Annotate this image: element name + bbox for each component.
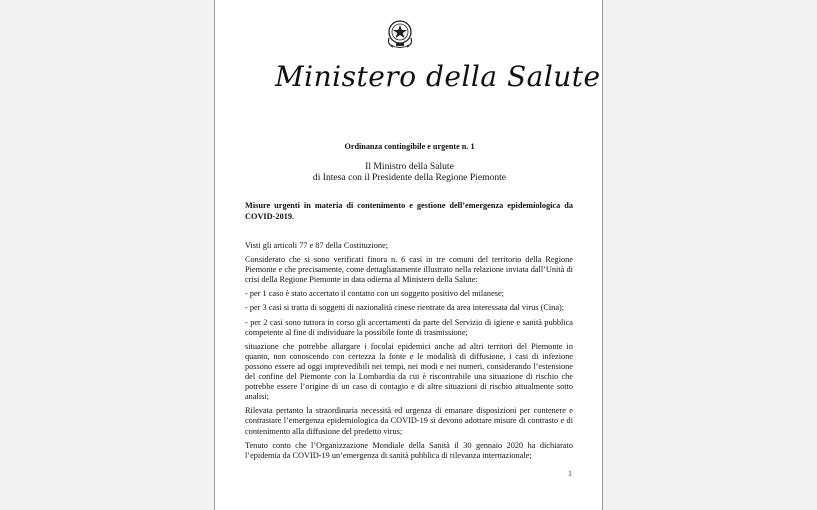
subject-heading: Misure urgenti in materia di contenimento e gestione dell’emergenza epidemiologica da COVID-2019.: [245, 201, 573, 221]
italian-republic-emblem-icon: [385, 18, 415, 50]
paragraph: - per 1 caso è stato accertato il contatto con un soggetto positivo del milanese;: [245, 289, 504, 299]
ordinanza-heading: Ordinanza contingibile e urgente n. 1: [344, 142, 475, 151]
document-page: [214, 0, 603, 510]
paragraph: situazione che potrebbe allargare i focolai epidemici anche ad altri territori del Piemonte in quanto, non conoscendo con certezza la fonte e le modalità di diffusione, i casi di infezione possono essere ad oggi imprevedibili nei tempi, nei modi e nei numeri, considerando l’estensione del confine del Piemonte con la Lombardia da cui è riscontrabile una situazione di rischio che potrebbe essere l’origine di un caso di contagio e di altre situazioni di rischio attualmente sotto analisi;: [245, 341, 573, 402]
page-number: 1: [568, 469, 572, 478]
paragraph: Considerato che si sono verificati finora n. 6 casi in tre comuni del territorio della Regione Piemonte e che precisamente, come dettagliatamente illustrato nella relazione inviata dall’Unità di crisi della Regione Piemonte in data odierna al Ministero della Salute:: [245, 255, 573, 285]
minister-line-2: di Intesa con il Presidente della Regione Piemonte: [312, 172, 507, 183]
paragraph: Rilevata pertanto la straordinaria necessità ed urgenza di emanare disposizioni per contenere e contrastare l’emergenza epidemiologica da COVID-19 si devono adottare misure di contrasto e di contenimento alla diffusione del predetto virus;: [245, 406, 573, 436]
minister-heading: [215, 161, 604, 183]
paragraph: Visti gli articoli 77 e 87 della Costituzione;: [245, 241, 389, 250]
minister-line-1: Il Ministro della Salute: [365, 161, 454, 172]
document-body: [245, 241, 573, 465]
paragraph: - per 2 casi sono tuttora in corso gli accertamenti da parte del Servizio di igiene e sanità pubblica competente al fine di individuare la possibile fonte di trasmissione;: [245, 317, 573, 337]
ministry-title: Ministero della Salute: [275, 60, 601, 93]
paragraph: - per 3 casi si tratta di soggetti di nazionalità cinese rientrate da area interessata dal virus (Cina);: [245, 303, 565, 313]
paragraph: Tenuto conto che l’Organizzazione Mondiale della Sanità il 30 gennaio 2020 ha dichiarato l’epidemia da COVID-19 un’emergenza di sanità pubblica di rilevanza internazionale;: [245, 440, 573, 460]
